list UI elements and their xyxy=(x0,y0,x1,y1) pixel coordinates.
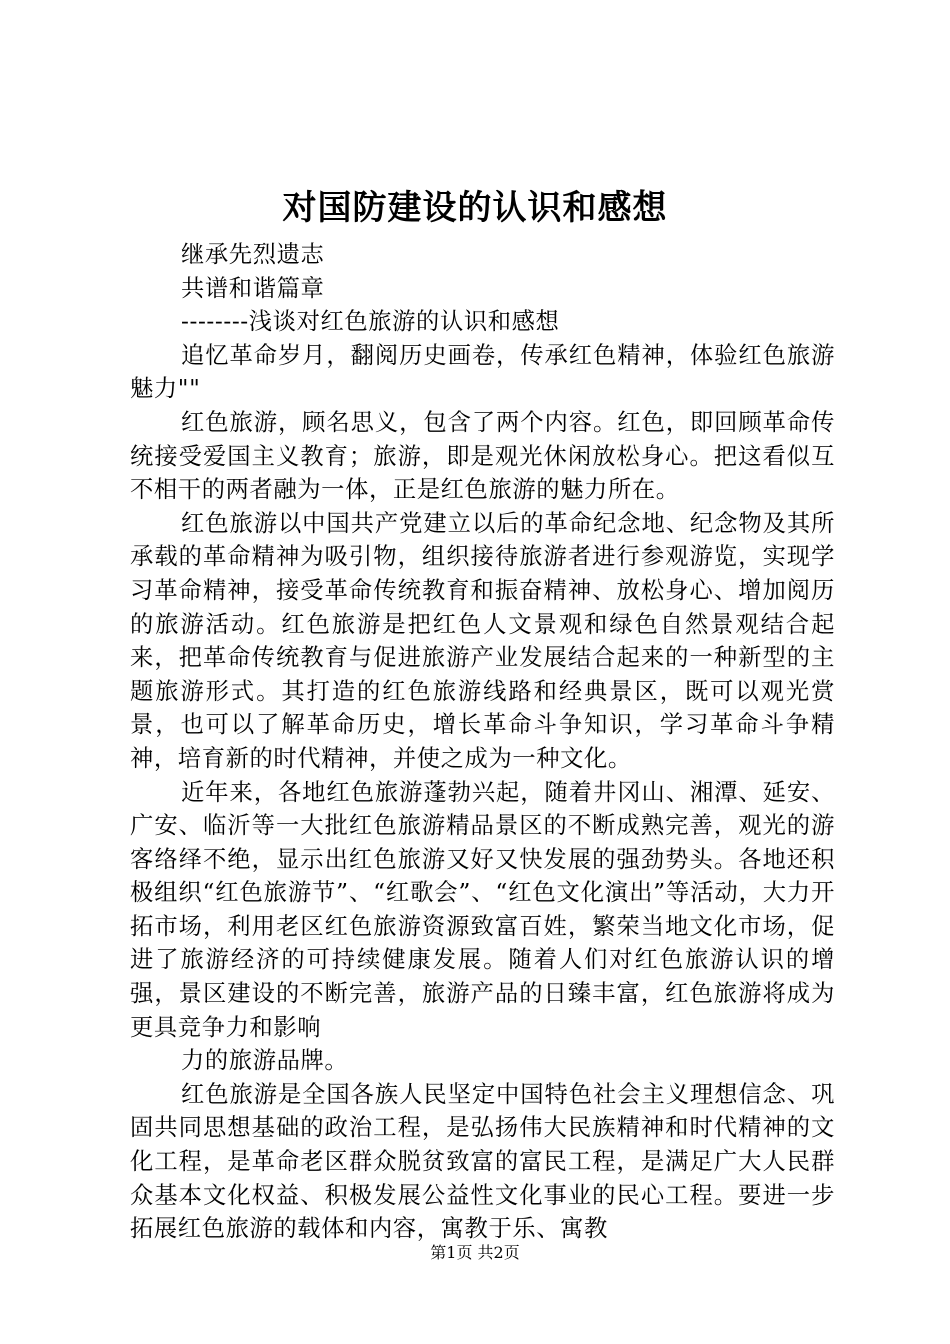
subtitle-line-3: --------浅谈对红色旅游的认识和感想 xyxy=(181,308,560,336)
subtitle-line-1: 继承先烈遗志 xyxy=(181,241,325,268)
paragraph-3: 红色旅游以中国共产党建立以后的革命纪念地、纪念物及其所承载的革命精神为吸引物，组织接待旅游者进行参观游览，实现学习革命精神，接受革命传统教育和振奋精神、放松身心、增加阅历的旅游活动。红色旅游是把红色人文景观和绿色自然景观结合起来，把革命传统教育与促进旅游产业发展结合起来的一种新型的主题旅游形式。其打造的红色旅游线路和经典景区，既可以观光赏景，也可以了解革命历史，增长革命斗争知识，学习革命斗争精神，培育新的时代精神，并使之成为一种文化。 xyxy=(130,509,835,772)
paragraph-1: 追忆革命岁月，翻阅历史画卷，传承红色精神，体验红色旅游魅力"" xyxy=(130,341,835,403)
subtitle-line-2: 共谱和谐篇章 xyxy=(181,274,325,302)
paragraph-4: 近年来，各地红色旅游蓬勃兴起，随着井冈山、湘潭、延安、广安、临沂等一大批红色旅游精品景区的不断成熟完善，观光的游客络绎不绝，显示出红色旅游又好又快发展的强劲势头。各地还积极组织“红色旅游节”、“红歌会”、“红色文化演出”等活动，大力开拓市场，利用老区红色旅游资源致富百姓，繁荣当地文化市场，促进了旅游经济的可持续健康发展。随着人们对红色旅游认识的增强，景区建设的不断完善，旅游产品的日臻丰富，红色旅游将成为更具竞争力和影响 xyxy=(130,778,835,1041)
paragraph-2: 红色旅游，顾名思义，包含了两个内容。红色，即回顾革命传统接受爱国主义教育；旅游，即是观光休闲放松身心。把这看似互不相干的两者融为一体，正是红色旅游的魅力所在。 xyxy=(130,408,835,504)
paragraph-6: 红色旅游是全国各族人民坚定中国特色社会主义理想信念、巩固共同思想基础的政治工程，是弘扬伟大民族精神和时代精神的文化工程，是革命老区群众脱贫致富的富民工程，是满足广大人民群众基本文化权益、积极发展公益性文化事业的民心工程。要进一步拓展红色旅游的载体和内容，寓教于乐、寓教 xyxy=(130,1080,835,1243)
document-body xyxy=(130,238,835,1246)
page-footer: 第1页 共2页 xyxy=(430,1243,520,1262)
page-title: 对国防建设的认识和感想 xyxy=(282,188,668,228)
paragraph-5: 力的旅游品牌。 xyxy=(181,1047,349,1075)
